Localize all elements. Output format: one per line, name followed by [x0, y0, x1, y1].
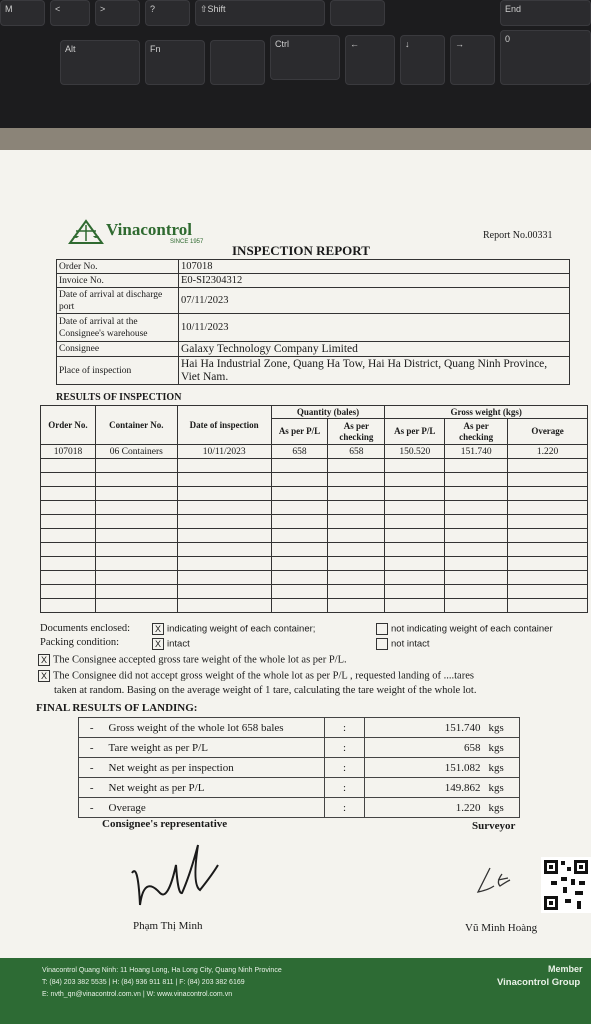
- final-results-heading: FINAL RESULTS OF LANDING:: [36, 702, 198, 714]
- info-table: [56, 259, 570, 385]
- header-order-no: Order No.: [41, 406, 96, 445]
- empty-row: [41, 501, 588, 515]
- final-unit: kgs: [485, 758, 520, 778]
- cell-date: 10/11/2023: [177, 445, 271, 459]
- option-not-intact: [376, 638, 430, 650]
- info-row: [57, 274, 570, 288]
- empty-row: [41, 515, 588, 529]
- option-label: intact: [167, 638, 190, 650]
- documents-enclosed-label: Documents enclosed:: [40, 623, 131, 634]
- surveyor-name: Vũ Minh Hoàng: [465, 922, 538, 934]
- option-indicating-weight: [152, 623, 315, 635]
- key-alt: Alt: [60, 40, 140, 85]
- checkbox-not-indicating-weight[interactable]: [376, 623, 388, 635]
- results-table: [40, 405, 588, 613]
- footer-member: Member: [548, 964, 583, 974]
- consignee-representative-title: Consignee's representative: [102, 818, 228, 830]
- final-unit: kgs: [485, 798, 520, 818]
- info-label: Date of arrival at discharge port: [57, 288, 179, 314]
- final-label: Overage: [105, 798, 325, 818]
- statement-text: The Consignee did not accept gross weight of the whole lot as per P/L , requested landing of ....tares: [53, 670, 474, 682]
- info-row: [57, 288, 570, 314]
- info-label: Invoice No.: [57, 274, 179, 288]
- empty-row: [41, 529, 588, 543]
- cell-qty-checking: 658: [328, 445, 385, 459]
- results-heading: RESULTS OF INSPECTION: [56, 392, 182, 403]
- key-m: M: [0, 0, 45, 26]
- info-value: 10/11/2023: [179, 314, 570, 342]
- final-results-table: [78, 717, 520, 818]
- cell-container-no: 06 Containers: [95, 445, 177, 459]
- info-value: E0-SI2304312: [179, 274, 570, 288]
- key-right: →: [450, 35, 495, 85]
- cell-gross-pl: 150.520: [385, 445, 445, 459]
- cell-overage: 1.220: [508, 445, 588, 459]
- company-name: Vinacontrol: [106, 220, 192, 239]
- key-end: End: [500, 0, 591, 26]
- info-row: [57, 314, 570, 342]
- info-value: 07/11/2023: [179, 288, 570, 314]
- packing-condition-label: Packing condition:: [40, 637, 120, 648]
- statement-text: The Consignee accepted gross tare weight of the whole lot as per P/L.: [53, 654, 347, 666]
- key-left: ←: [345, 35, 395, 85]
- final-value: 149.862: [365, 778, 485, 798]
- scales-logo-icon: [68, 219, 104, 245]
- key-shift: ⇧Shift: [195, 0, 325, 26]
- key-zero: 0: [500, 30, 591, 85]
- info-label: Place of inspection: [57, 357, 179, 385]
- footer-phones: T: (84) 203 382 5535 | H: (84) 936 911 811 | F: (84) 203 382 6169: [42, 979, 245, 986]
- key-comma: <: [50, 0, 90, 26]
- cell-order-no: 107018: [41, 445, 96, 459]
- report-title: INSPECTION REPORT: [232, 243, 370, 258]
- option-intact: [152, 638, 190, 650]
- final-label: Net weight as per inspection: [105, 758, 325, 778]
- info-label: Consignee: [57, 342, 179, 357]
- accepted-statement: [38, 654, 347, 666]
- final-label: Tare weight as per P/L: [105, 738, 325, 758]
- header-gross-pl: As per P/L: [385, 419, 445, 445]
- empty-row: [41, 459, 588, 473]
- final-row: - Gross weight of the whole lot 658 bales : 151.740 kgs: [79, 718, 520, 738]
- surveyor-title: Surveyor: [472, 820, 516, 832]
- key-fn: Fn: [145, 40, 205, 85]
- final-label: Net weight as per P/L: [105, 778, 325, 798]
- final-value: 151.740: [365, 718, 485, 738]
- info-row: [57, 260, 570, 274]
- final-row: - Net weight as per P/L : 149.862 kgs: [79, 778, 520, 798]
- option-label: not intact: [391, 638, 430, 650]
- key-period: >: [95, 0, 140, 26]
- empty-row: [41, 571, 588, 585]
- info-value: Galaxy Technology Company Limited: [179, 342, 570, 357]
- surveyor-signature: [472, 860, 532, 900]
- cell-qty-pl: 658: [271, 445, 328, 459]
- final-unit: kgs: [485, 738, 520, 758]
- report-number: Report No.00331: [483, 230, 553, 241]
- header-gross-weight: Gross weight (kgs): [385, 406, 588, 419]
- info-label: Date of arrival at the Consignee's warehouse: [57, 314, 179, 342]
- checkbox-indicating-weight[interactable]: X: [152, 623, 164, 635]
- final-row: - Overage : 1.220 kgs: [79, 798, 520, 818]
- info-value: 107018: [179, 260, 570, 274]
- footer: [0, 958, 591, 1024]
- checkbox-not-intact[interactable]: [376, 638, 388, 650]
- empty-row: [41, 473, 588, 487]
- cell-gross-checking: 151.740: [445, 445, 508, 459]
- qr-code-icon: [541, 857, 591, 913]
- header-qty-checking: As per checking: [328, 419, 385, 445]
- consignee-name: Phạm Thị Minh: [133, 920, 203, 932]
- header-quantity: Quantity (bales): [271, 406, 385, 419]
- info-label: Order No.: [57, 260, 179, 274]
- consignee-signature: [120, 835, 230, 915]
- final-unit: kgs: [485, 718, 520, 738]
- checkbox-not-accepted[interactable]: X: [38, 670, 50, 682]
- final-row: - Tare weight as per P/L : 658 kgs: [79, 738, 520, 758]
- not-accepted-statement-cont: taken at random. Basing on the average weight of 1 tare, calculating the tare weight of the whole lot.: [54, 685, 477, 696]
- final-value: 1.220: [365, 798, 485, 818]
- final-unit: kgs: [485, 778, 520, 798]
- key-down: ↓: [400, 35, 445, 85]
- header-container-no: Container No.: [95, 406, 177, 445]
- final-row: - Net weight as per inspection : 151.082 kgs: [79, 758, 520, 778]
- footer-group: Vinacontrol Group: [497, 977, 581, 988]
- option-not-indicating-weight: [376, 623, 553, 635]
- empty-row: [41, 585, 588, 599]
- header-gross-checking: As per checking: [445, 419, 508, 445]
- key-slash: ?: [145, 0, 190, 26]
- info-row: [57, 357, 570, 385]
- empty-row: [41, 557, 588, 571]
- option-label: not indicating weight of each container: [391, 623, 553, 635]
- final-value: 658: [365, 738, 485, 758]
- footer-contact: E: nvth_qn@vinacontrol.com.vn | W: www.vinacontrol.com.vn: [42, 991, 233, 998]
- info-value: Hai Ha Industrial Zone, Quang Ha Tow, Hai Ha District, Quang Ninh Province, Viet Nam.: [179, 357, 570, 385]
- checkbox-intact[interactable]: X: [152, 638, 164, 650]
- empty-row: [41, 599, 588, 613]
- info-row: [57, 342, 570, 357]
- checkbox-accepted[interactable]: X: [38, 654, 50, 666]
- since-label: SINCE 1957: [170, 239, 204, 245]
- header-qty-pl: As per P/L: [271, 419, 328, 445]
- table-row: [41, 445, 588, 459]
- header-date: Date of inspection: [177, 406, 271, 445]
- key-ctrl: Ctrl: [270, 35, 340, 80]
- option-label: indicating weight of each container;: [167, 623, 316, 635]
- empty-row: [41, 487, 588, 501]
- final-value: 151.082: [365, 758, 485, 778]
- empty-row: [41, 543, 588, 557]
- header-overage: Overage: [508, 419, 588, 445]
- not-accepted-statement: [38, 670, 474, 682]
- final-label: Gross weight of the whole lot 658 bales: [105, 718, 325, 738]
- footer-address: Vinacontrol Quang Ninh: 11 Hoang Long, Ha Long City, Quang Ninh Province: [42, 967, 282, 974]
